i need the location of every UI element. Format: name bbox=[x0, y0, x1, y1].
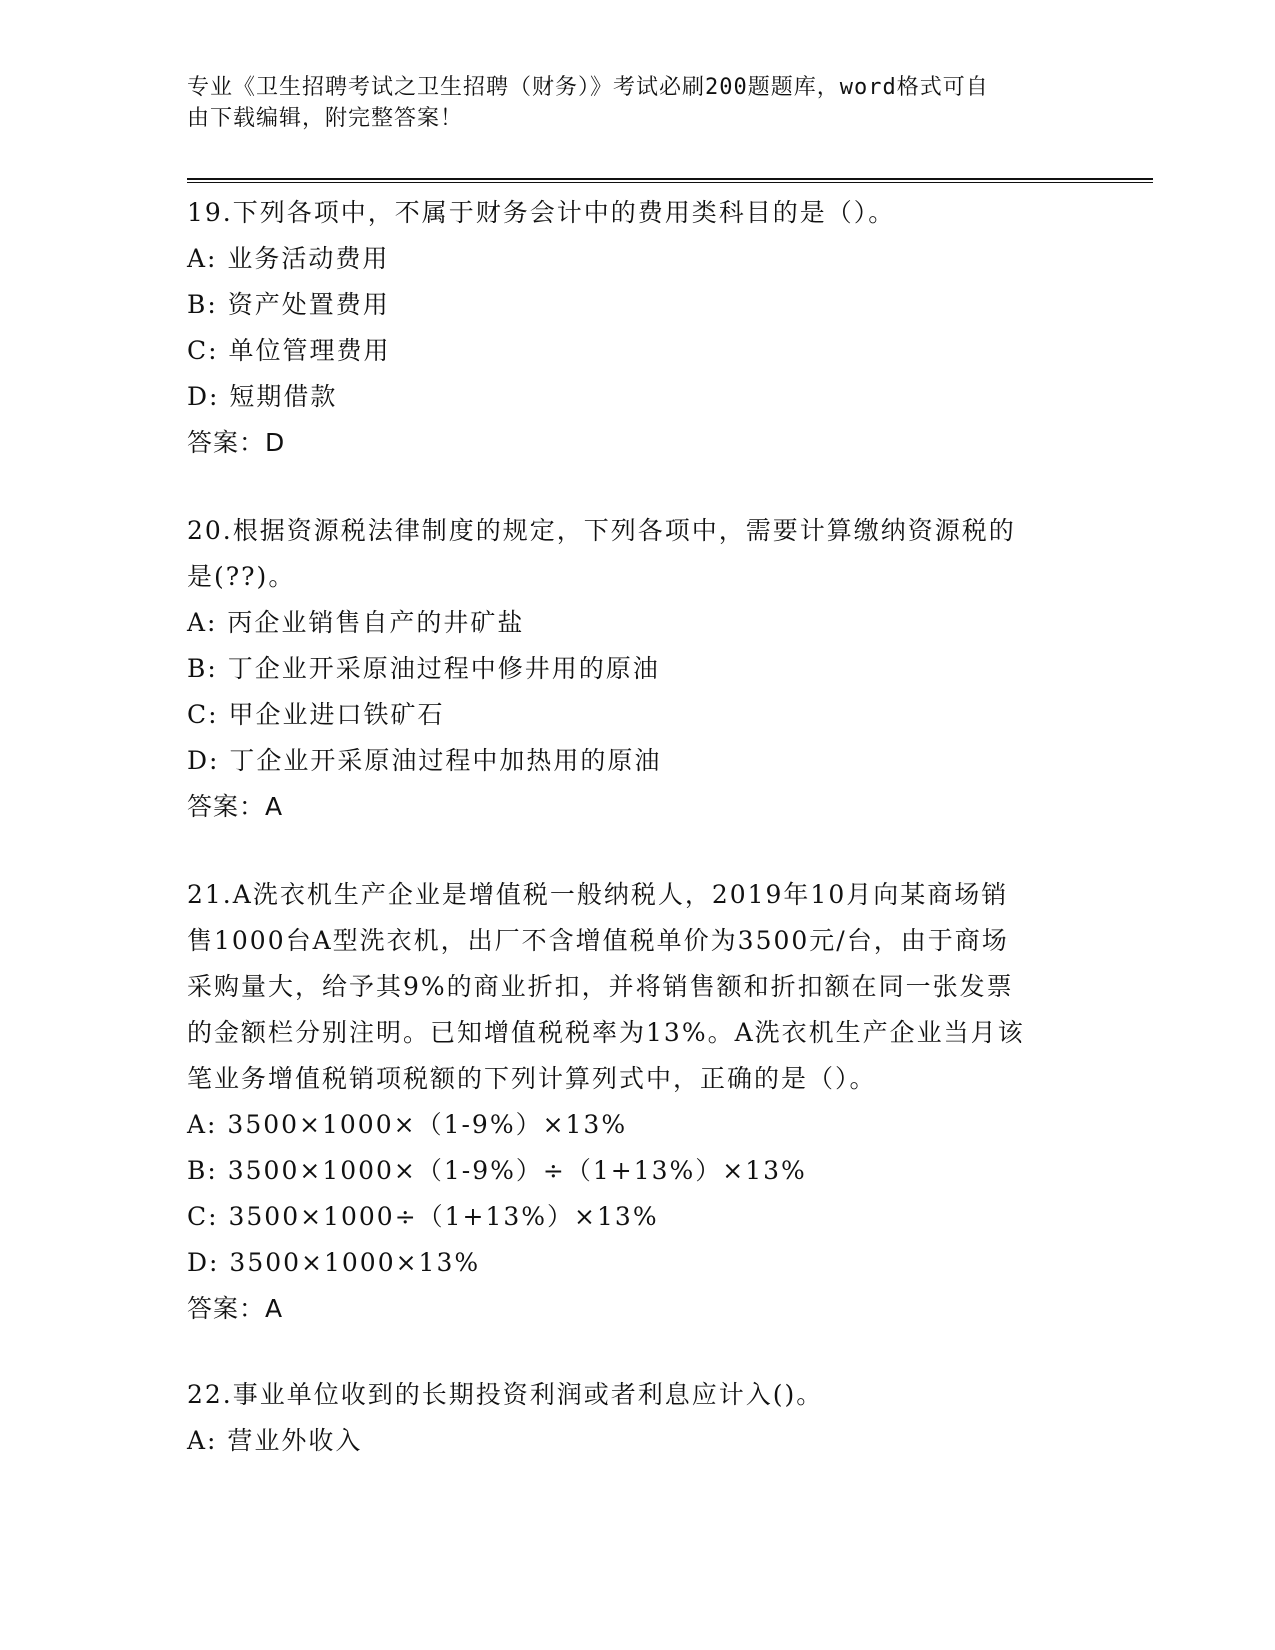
answer-label: 答案：D bbox=[187, 428, 286, 457]
answer-label: 答案：A bbox=[187, 1294, 284, 1323]
question-stem-line-1: 20.根据资源税法律制度的规定，下列各项中，需要计算缴纳资源税的 bbox=[187, 516, 1016, 545]
question-stem-line-2: 是(??)。 bbox=[187, 562, 296, 591]
spacer bbox=[187, 1332, 1067, 1372]
option-a: A: 3500×1000×（1-9%）×13% bbox=[187, 1110, 628, 1139]
question-20 bbox=[187, 508, 1067, 830]
question-22 bbox=[187, 1372, 1067, 1464]
question-stem: 22.事业单位收到的长期投资利润或者利息应计入()。 bbox=[187, 1380, 824, 1409]
option-a: A: 业务活动费用 bbox=[187, 244, 390, 273]
question-stem-line-3: 采购量大，给予其9%的商业折扣，并将销售额和折扣额在同一张发票 bbox=[187, 972, 1014, 1001]
question-stem-line-5: 笔业务增值税销项税额的下列计算列式中，正确的是（）。 bbox=[187, 1064, 877, 1093]
question-21 bbox=[187, 872, 1067, 1332]
header-line-2: 由下载编辑，附完整答案！ bbox=[187, 106, 464, 131]
header-line-1: 专业《卫生招聘考试之卫生招聘（财务）》考试必刷200题题库，word格式可自 bbox=[187, 75, 989, 100]
option-d: D: 短期借款 bbox=[187, 382, 338, 411]
option-c: C: 单位管理费用 bbox=[187, 336, 391, 365]
option-b: B: 丁企业开采原油过程中修井用的原油 bbox=[187, 654, 660, 683]
question-stem: 19.下列各项中，不属于财务会计中的费用类科目的是（）。 bbox=[187, 198, 896, 227]
option-d: D: 3500×1000×13% bbox=[187, 1248, 481, 1277]
option-b: B: 3500×1000×（1-9%）÷（1+13%）×13% bbox=[187, 1156, 807, 1185]
answer-label: 答案：A bbox=[187, 792, 284, 821]
question-stem-line-2: 售1000台A型洗衣机，出厂不含增值税单价为3500元/台，由于商场 bbox=[187, 926, 1009, 955]
option-c: C: 甲企业进口铁矿石 bbox=[187, 700, 445, 729]
spacer bbox=[187, 466, 1067, 508]
option-b: B: 资产处置费用 bbox=[187, 290, 390, 319]
question-stem-line-4: 的金额栏分别注明。已知增值税税率为13%。A洗衣机生产企业当月该 bbox=[187, 1018, 1025, 1047]
questions-list bbox=[187, 190, 1067, 1464]
option-a: A: 丙企业销售自产的井矿盐 bbox=[187, 608, 525, 637]
header-divider-thick bbox=[187, 178, 1153, 180]
question-19 bbox=[187, 190, 1067, 466]
option-a: A: 营业外收入 bbox=[187, 1426, 363, 1455]
header-divider-thin bbox=[187, 182, 1153, 183]
spacer bbox=[187, 830, 1067, 872]
question-stem-line-1: 21.A洗衣机生产企业是增值税一般纳税人，2019年10月向某商场销 bbox=[187, 880, 1009, 909]
option-c: C: 3500×1000÷（1+13%）×13% bbox=[187, 1202, 659, 1231]
document-header bbox=[187, 72, 1067, 134]
option-d: D: 丁企业开采原油过程中加热用的原油 bbox=[187, 746, 662, 775]
